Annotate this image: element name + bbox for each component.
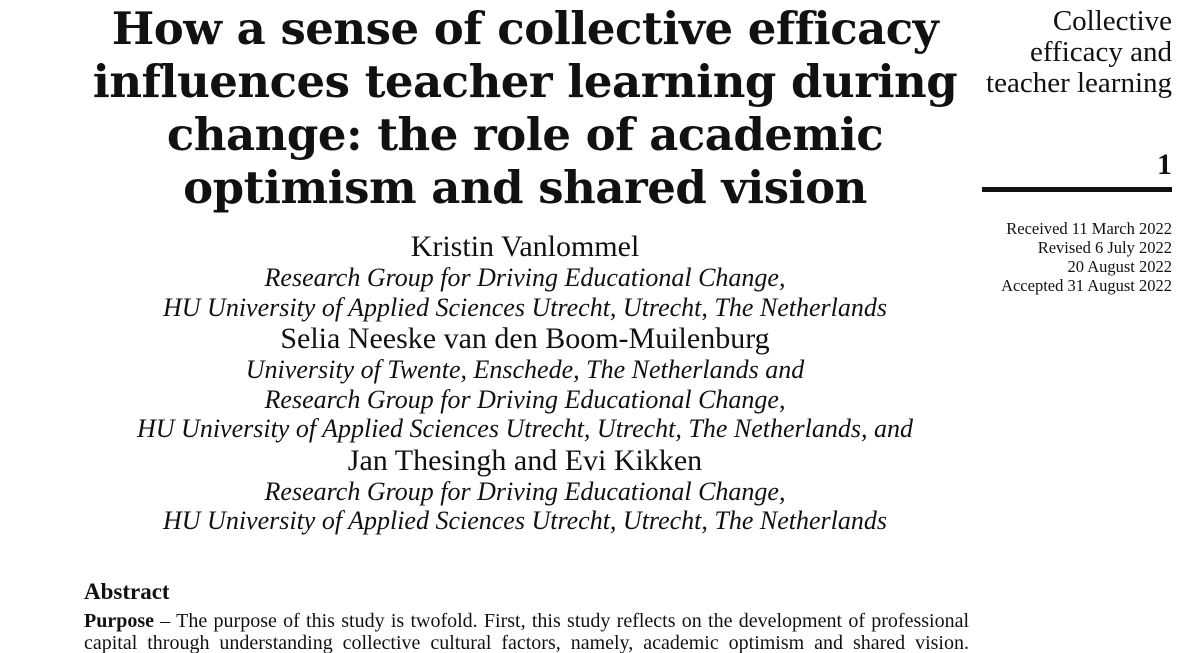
purpose-label: Purpose [84,610,154,632]
author-block [80,444,970,536]
author-affiliation: HU University of Applied Sciences Utrecht, Utrecht, The Netherlands [162,506,887,535]
sidebar-rule [982,187,1172,192]
date-accepted: Accepted 31 August 2022 [1001,276,1172,295]
page-number: 1 [1157,148,1172,181]
author-block [80,230,970,322]
abstract-heading: Abstract [84,579,170,604]
abstract-purpose [84,610,969,653]
author-affiliation: Research Group for Driving Educational Change, [264,476,786,506]
purpose-text: – The purpose of this study is twofold. First, this study reflects on the development of professional capital through understanding collective cultural factors, namely, academic optimism and shared vision. [84,610,969,653]
article-header [80,0,970,536]
date-revised: Revised 6 July 2022 [1037,238,1172,257]
date-received: Received 11 March 2022 [1006,219,1172,238]
abstract-section [84,578,969,653]
author-affiliation: University of Twente, Enschede, The Netherlands and [245,355,805,384]
author-affiliation: HU University of Applied Sciences Utrecht, Utrecht, The Netherlands, and [136,414,913,443]
article-title: How a sense of collective efficacy influences teacher learning during change: the role of academic optimism and shared vision [92,2,958,214]
author-affiliation: Research Group for Driving Educational Change, [264,384,786,414]
running-head: Collective efficacy and teacher learning [986,5,1172,99]
journal-sidebar [982,0,1172,295]
author-name: Selia Neeske van den Boom-Muilenburg [280,322,770,355]
author-affiliation: HU University of Applied Sciences Utrecht, Utrecht, The Netherlands [162,292,887,322]
author-name: Kristin Vanlommel [410,230,640,263]
author-list [80,230,970,536]
date-revised-second: 20 August 2022 [1067,257,1172,276]
author-block [80,322,970,444]
author-name: Jan Thesingh and Evi Kikken [347,443,703,477]
author-affiliation: Research Group for Driving Educational Change, [264,263,786,292]
submission-dates [982,219,1172,295]
